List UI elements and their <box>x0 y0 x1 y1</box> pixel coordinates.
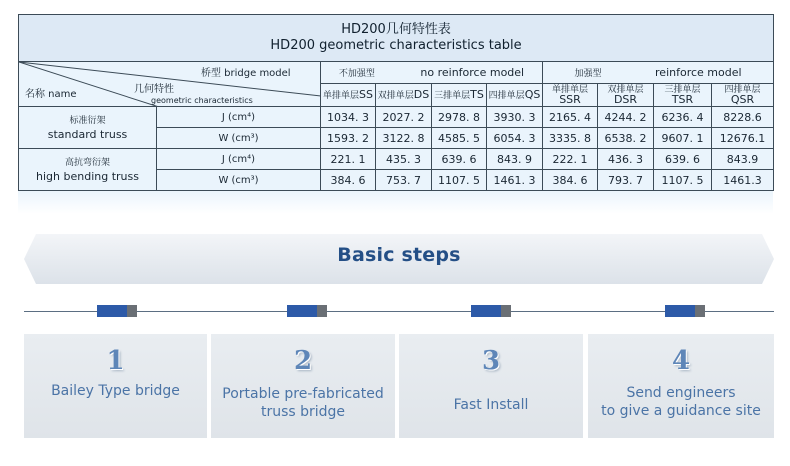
value-cell: 436. 3 <box>598 149 654 170</box>
value-cell: 1461. 3 <box>487 170 543 191</box>
table-row <box>19 107 774 128</box>
value-cell: 793. 7 <box>598 170 654 191</box>
value-cell: 4244. 2 <box>598 107 654 128</box>
geo-char-label-en: geometric characteristics <box>151 96 253 105</box>
value-cell: 384. 6 <box>321 170 376 191</box>
step-text-line2: to give a guidance site <box>601 403 761 419</box>
value-cell: 1461.3 <box>712 170 774 191</box>
value-cell: 843.9 <box>712 149 774 170</box>
value-cell: 384. 6 <box>543 170 598 191</box>
table-title-en: HD200 geometric characteristics table <box>270 38 522 53</box>
value-cell: 4585. 5 <box>432 128 487 149</box>
value-cell: 435. 3 <box>376 149 432 170</box>
param-label: W (cm³) <box>157 170 321 191</box>
sub-header-qsr: 四排单层 QSR <box>712 84 774 107</box>
step-text-line1: Fast Install <box>453 397 529 413</box>
group-name-standard: 标准衍架 standard truss <box>19 107 157 149</box>
value-cell: 639. 6 <box>654 149 712 170</box>
step-card-4 <box>588 334 774 438</box>
value-cell: 6236. 4 <box>654 107 712 128</box>
value-cell: 2027. 2 <box>376 107 432 128</box>
param-label: J (cm⁴) <box>157 149 321 170</box>
table-row <box>19 149 774 170</box>
table-title-cn: HD200几何特性表 <box>341 22 451 37</box>
sub-header-qs: 四排单层QS <box>487 84 543 107</box>
step-marker-2 <box>287 305 327 317</box>
value-cell: 12676.1 <box>712 128 774 149</box>
value-cell: 2165. 4 <box>543 107 598 128</box>
geometric-characteristics-table <box>18 14 774 191</box>
no-reinforce-en: no reinforce model <box>420 66 525 79</box>
reinforce-cn: 加强型 <box>574 69 602 79</box>
value-cell: 222. 1 <box>543 149 598 170</box>
step-number: 3 <box>481 346 501 376</box>
step-card-3 <box>399 334 583 438</box>
step-text-line1: Portable pre-fabricated <box>222 386 384 402</box>
step-text-line2: truss bridge <box>260 404 346 420</box>
sub-header-ss: 单排单层SS <box>321 84 376 107</box>
step-text-line1: Send engineers <box>626 385 736 401</box>
no-reinforce-cn: 不加强型 <box>338 69 375 79</box>
value-cell: 1593. 2 <box>321 128 376 149</box>
table-title <box>19 15 774 62</box>
step-marker-1 <box>97 305 137 317</box>
sub-header-tsr: 三排单层 TSR <box>654 84 712 107</box>
value-cell: 843. 9 <box>487 149 543 170</box>
value-cell: 1107. 5 <box>432 170 487 191</box>
diagonal-header-cell <box>19 62 321 107</box>
group-name-high-bending: 高抗弯衍架 high bending truss <box>19 149 157 191</box>
step-text-line1: Bailey Type bridge <box>51 383 180 399</box>
step-card-1 <box>24 334 207 438</box>
sub-header-ts: 三排单层TS <box>432 84 487 107</box>
value-cell: 221. 1 <box>321 149 376 170</box>
value-cell: 6054. 3 <box>487 128 543 149</box>
name-label: 名称 name <box>25 89 77 100</box>
value-cell: 8228.6 <box>712 107 774 128</box>
basic-steps-banner <box>24 234 774 284</box>
geometric-table-panel <box>18 14 773 214</box>
param-label: W (cm³) <box>157 128 321 149</box>
reinforce-en: reinforce model <box>655 66 742 79</box>
geo-char-label-cn: 几何特性 <box>134 84 174 95</box>
value-cell: 753. 7 <box>376 170 432 191</box>
value-cell: 6538. 2 <box>598 128 654 149</box>
value-cell: 1107. 5 <box>654 170 712 191</box>
step-card-2 <box>211 334 395 438</box>
value-cell: 639. 6 <box>432 149 487 170</box>
step-marker-3 <box>471 305 511 317</box>
sub-header-ds: 双排单层DS <box>376 84 432 107</box>
step-number: 2 <box>293 346 313 376</box>
reinforce-header <box>543 62 774 84</box>
sub-header-ssr: 单排单层 SSR <box>543 84 598 107</box>
no-reinforce-header <box>321 62 543 84</box>
value-cell: 2978. 8 <box>432 107 487 128</box>
value-cell: 3122. 8 <box>376 128 432 149</box>
step-number: 4 <box>671 346 691 376</box>
value-cell: 1034. 3 <box>321 107 376 128</box>
bridge-model-label: 桥型 bridge model <box>201 68 291 79</box>
step-marker-4 <box>665 305 705 317</box>
param-label: J (cm⁴) <box>157 107 321 128</box>
value-cell: 9607. 1 <box>654 128 712 149</box>
value-cell: 3930. 3 <box>487 107 543 128</box>
steps-title: Basic steps <box>337 244 461 266</box>
value-cell: 3335. 8 <box>543 128 598 149</box>
step-number: 1 <box>106 346 125 376</box>
sub-header-dsr: 双排单层 DSR <box>598 84 654 107</box>
